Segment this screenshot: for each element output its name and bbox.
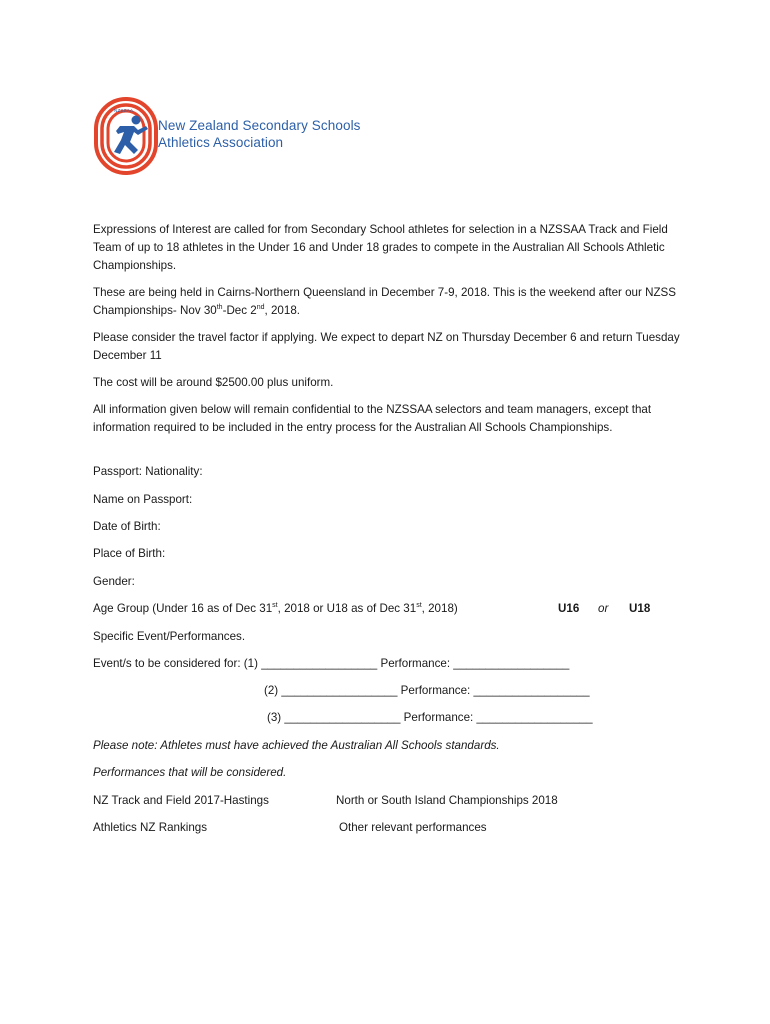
p2-part-a: These are being held in Cairns-Northern Queensland in December 7-9, 2018. This is the weekend after our NZSS Championships- Nov 30	[93, 286, 677, 317]
age-group-sup1: st	[272, 602, 278, 609]
performance-source-island-champs: North or South Island Championships 2018	[336, 794, 558, 807]
nzssaa-logo	[94, 96, 394, 176]
age-group-sup2: st	[416, 602, 422, 609]
event-line-2: (2) __________________ Performance: __________________	[264, 684, 590, 697]
date-of-birth-label: Date of Birth:	[93, 520, 161, 533]
name-on-passport-label: Name on Passport:	[93, 493, 193, 506]
organization-name	[158, 117, 361, 151]
note-performances: Performances that will be considered.	[93, 766, 287, 779]
performance-source-rankings: Athletics NZ Rankings	[93, 821, 208, 834]
performance-source-other: Other relevant performances	[339, 821, 487, 834]
age-group-part-b: , 2018 or U18 as of Dec 31	[277, 602, 417, 615]
age-group-label	[93, 600, 513, 618]
p2-part-c: , 2018.	[264, 304, 300, 317]
logo-mini-text: NZSSAA	[114, 108, 134, 113]
u16-option: U16	[558, 602, 580, 615]
intro-paragraph-5: All information given below will remain confidential to the NZSSAA selectors and team managers, except that information required to be included in the entry process for the Australian All Schools Championships.	[93, 403, 652, 434]
p2-sup1: th	[216, 304, 223, 311]
intro-paragraph-2	[93, 284, 693, 320]
performance-source-nz-track: NZ Track and Field 2017-Hastings	[93, 794, 269, 807]
age-group-part-c: , 2018)	[421, 602, 458, 615]
organization-name-line2: Athletics Association	[158, 135, 284, 150]
note-standards: Please note: Athletes must have achieved the Australian All Schools standards.	[93, 739, 500, 752]
intro-paragraph-1: Expressions of Interest are called for from Secondary School athletes for selection in a NZSSAA Track and Field Team of up to 18 athletes in the Under 16 and Under 18 grades to compete in the Australian All Schools Athletic Championships.	[93, 223, 668, 272]
u18-option: U18	[629, 602, 651, 615]
event-line-1: Event/s to be considered for: (1) __________________ Performance: __________________	[93, 657, 570, 670]
p2-sup2: nd	[256, 304, 265, 311]
or-label: or	[598, 602, 609, 615]
specific-event-label: Specific Event/Performances.	[93, 630, 246, 643]
intro-paragraph-3: Please consider the travel factor if applying. We expect to depart NZ on Thursday December 6 and return Tuesday December 11	[93, 331, 680, 362]
place-of-birth-label: Place of Birth:	[93, 547, 166, 560]
gender-label: Gender:	[93, 575, 135, 588]
p2-part-b: -Dec 2	[222, 304, 257, 317]
passport-nationality-label: Passport: Nationality:	[93, 465, 203, 478]
age-group-part-a: Age Group (Under 16 as of Dec 31	[93, 602, 273, 615]
event-line-3: (3) __________________ Performance: __________________	[267, 711, 593, 724]
organization-name-line1: New Zealand Secondary Schools	[158, 118, 361, 133]
intro-paragraph-4: The cost will be around $2500.00 plus uniform.	[93, 376, 334, 389]
